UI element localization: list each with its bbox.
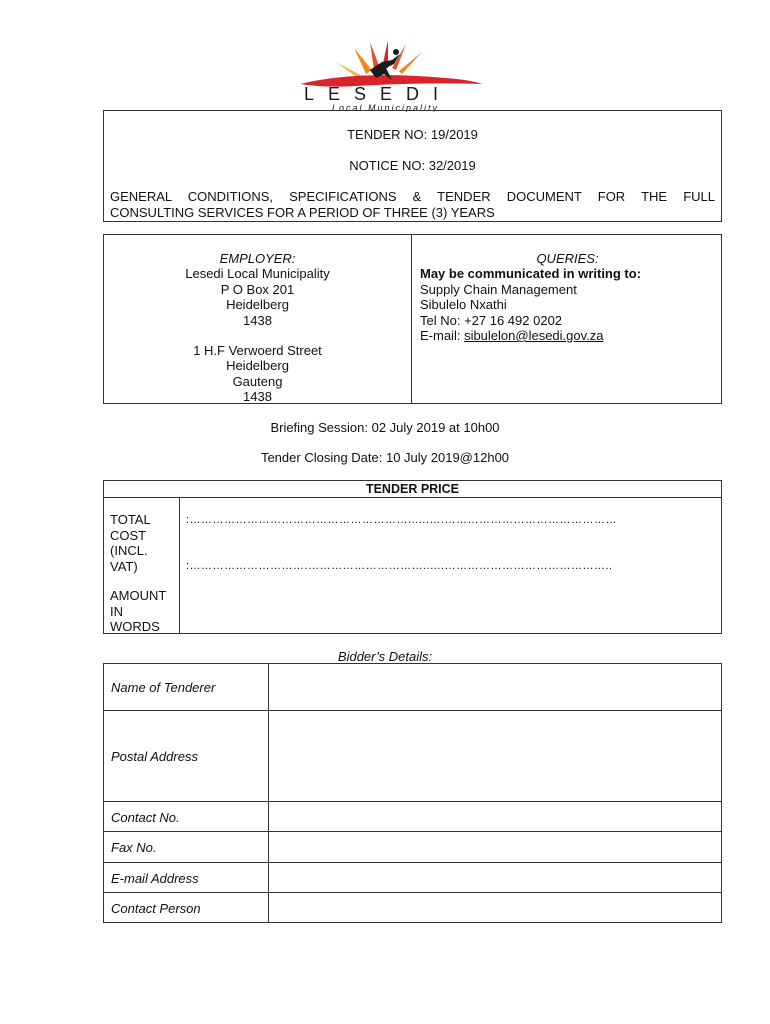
employer-title: EMPLOYER:	[219, 251, 296, 266]
tender-price-heading: TENDER PRICE	[104, 481, 721, 498]
total-cost-field[interactable]: :…………………………………………………......….………………………………………	[186, 514, 617, 526]
bidder-details-table	[103, 663, 722, 923]
notice-number: NOTICE NO: 32/2019	[349, 158, 476, 173]
employer-street-line: Gauteng	[232, 373, 283, 389]
tender-price-box	[103, 480, 722, 634]
bidder-row-email-address[interactable]	[104, 863, 721, 893]
bidder-row-contact-person[interactable]	[104, 893, 721, 922]
bidder-row-name-of-tenderer[interactable]	[104, 664, 721, 711]
briefing-session: Briefing Session: 02 July 2019 at 10h00	[270, 420, 500, 435]
bidder-row-label: Contact No.	[111, 810, 180, 825]
employer-section	[104, 251, 411, 405]
queries-instruction: May be communicated in writing to:	[420, 266, 642, 282]
amount-words-label-line: IN	[110, 603, 123, 619]
queries-email-row	[420, 328, 715, 343]
total-cost-label	[110, 512, 176, 574]
amount-in-words-label	[110, 588, 176, 635]
bidder-row-label: Postal Address	[111, 749, 198, 764]
bidder-row-label: Name of Tenderer	[111, 680, 216, 695]
bidder-row-label: Contact Person	[111, 901, 201, 916]
employer-queries-box	[103, 234, 722, 404]
lesedi-logo-graphic	[296, 40, 486, 112]
price-column-divider	[179, 497, 180, 633]
employer-line: P O Box 201	[220, 281, 295, 297]
tender-number: TENDER NO: 19/2019	[347, 127, 478, 142]
employer-line: Heidelberg	[226, 297, 289, 313]
employer-line: 1438	[243, 312, 272, 328]
bidder-row-contact-no[interactable]	[104, 802, 721, 832]
bidder-row-postal-address[interactable]	[104, 711, 721, 802]
column-divider	[411, 235, 412, 403]
amount-words-label-line: WORDS	[110, 619, 160, 634]
tender-header-box	[103, 110, 722, 222]
employer-street-line: 1 H.F Verwoerd Street	[193, 343, 322, 359]
description-line-2: CONSULTING SERVICES FOR A PERIOD OF THREE (3) YEARS	[110, 205, 495, 220]
queries-title: QUERIES:	[536, 251, 599, 266]
bidder-row-fax-no[interactable]	[104, 832, 721, 863]
employer-street-line: 1438	[243, 389, 272, 405]
logo-subtext: Local Municipality	[332, 103, 440, 112]
amount-in-words-field[interactable]: :………………………….…………………………......……………………………………..	[186, 560, 613, 572]
description-line-1: GENERAL CONDITIONS, SPECIFICATIONS & TENDER DOCUMENT FOR THE FULL	[110, 189, 715, 204]
bidder-details-title: Bidder’s Details:	[337, 649, 433, 664]
bidder-row-label: E-mail Address	[111, 871, 199, 886]
lesedi-logo	[296, 40, 486, 112]
queries-tel: Tel No: +27 16 492 0202	[420, 312, 563, 328]
employer-line: Lesedi Local Municipality	[185, 266, 330, 282]
queries-section	[420, 251, 715, 343]
employer-street-line: Heidelberg	[226, 358, 289, 374]
queries-email-label: E-mail:	[420, 328, 465, 344]
bidder-row-label: Fax No.	[111, 840, 157, 855]
queries-department: Supply Chain Management	[420, 281, 577, 297]
amount-words-label-line: AMOUNT	[110, 588, 167, 603]
total-cost-label-line: VAT)	[110, 558, 138, 574]
queries-contact-name: Sibulelo Nxathi	[420, 297, 507, 313]
logo-name-text: LESEDI	[304, 84, 453, 104]
total-cost-label-line: TOTAL	[110, 512, 151, 527]
tender-description	[110, 189, 715, 221]
total-cost-label-line: COST	[110, 527, 147, 543]
queries-email-link[interactable]: sibulelon@lesedi.gov.za	[464, 328, 604, 344]
tender-closing-date: Tender Closing Date: 10 July 2019@12h00	[260, 450, 510, 465]
total-cost-label-line: (INCL.	[110, 543, 148, 558]
